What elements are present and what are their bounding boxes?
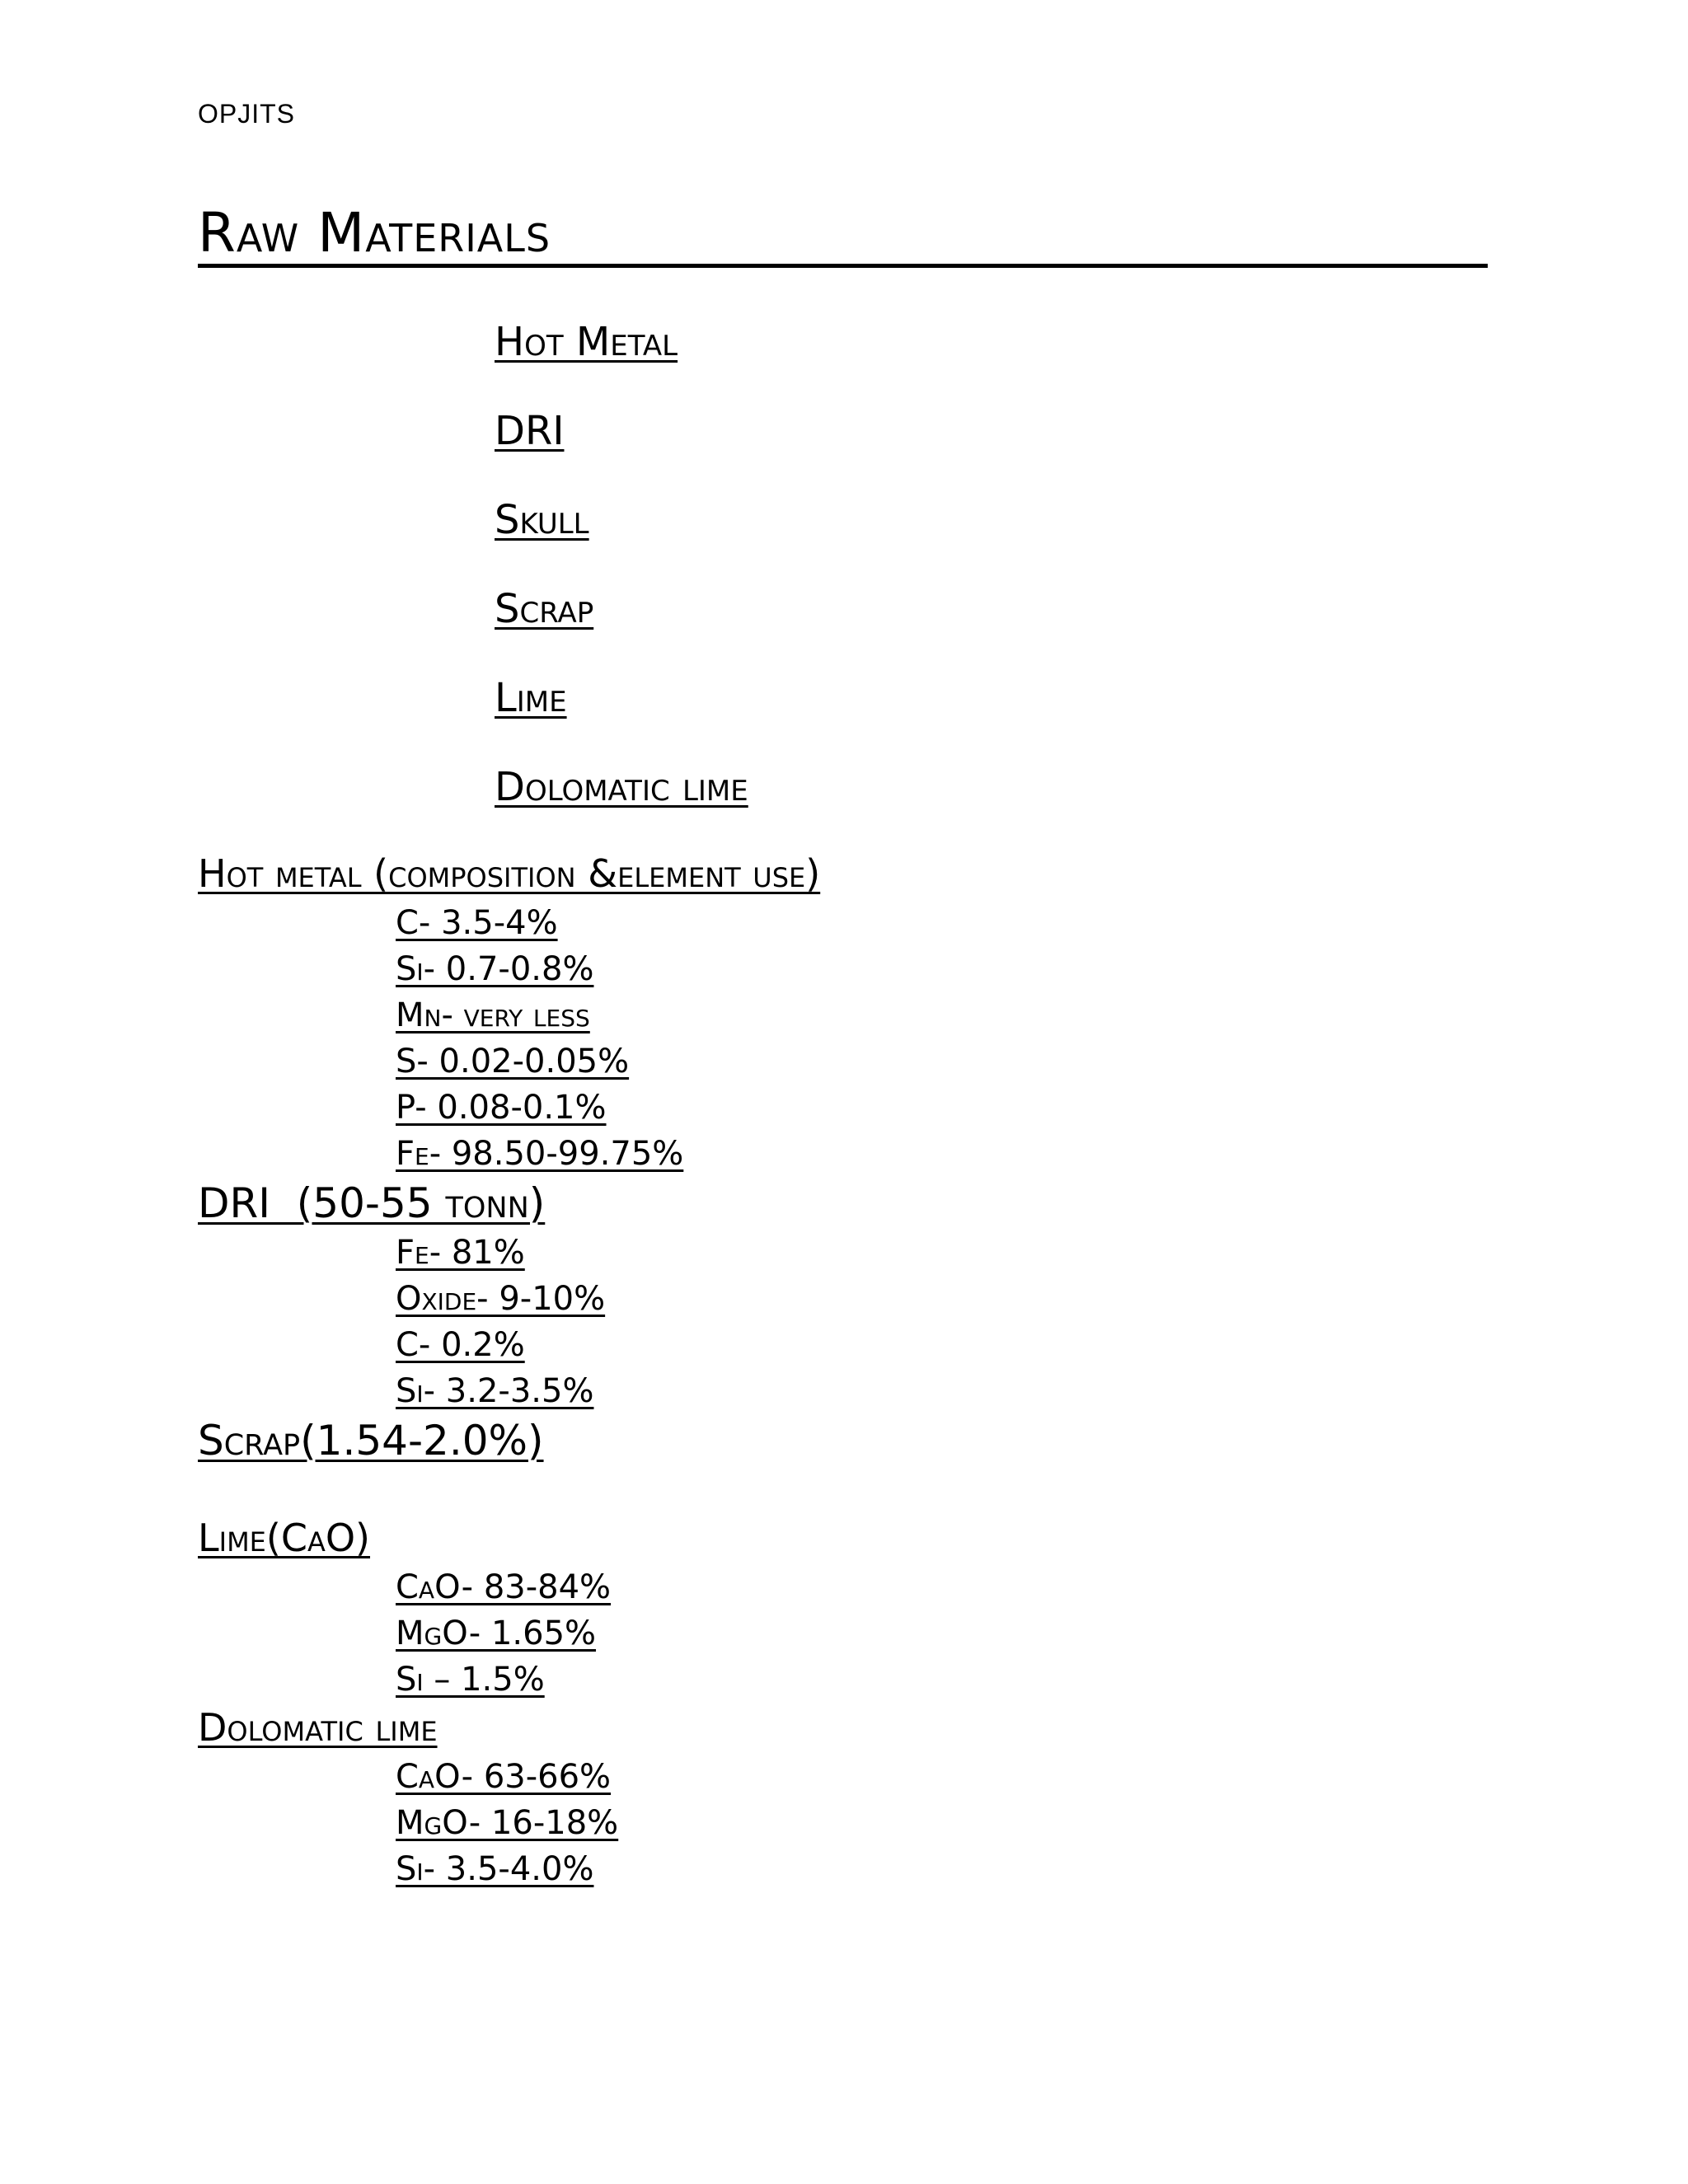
composition-text: Fe- 81% bbox=[396, 1234, 525, 1272]
composition-text: Si- 3.2-3.5% bbox=[396, 1372, 594, 1410]
topic-item bbox=[495, 673, 748, 762]
list-item bbox=[396, 1800, 618, 1846]
topic-item bbox=[495, 762, 748, 851]
list-item bbox=[396, 1131, 683, 1177]
list-item bbox=[396, 1610, 611, 1657]
list-item bbox=[396, 1846, 618, 1892]
list-item bbox=[396, 1754, 618, 1800]
topic-label: Scrap bbox=[495, 586, 594, 632]
topic-item bbox=[495, 317, 748, 406]
dolomatic-lime-heading bbox=[198, 1704, 438, 1750]
topic-list bbox=[495, 317, 748, 851]
composition-text: C- 3.5-4% bbox=[396, 904, 558, 942]
list-item bbox=[396, 992, 683, 1038]
list-item bbox=[396, 1085, 683, 1131]
dri-heading bbox=[198, 1180, 545, 1226]
hot-metal-list bbox=[396, 900, 683, 1177]
page-header: OPJITS bbox=[198, 99, 296, 129]
list-item bbox=[396, 1038, 683, 1085]
list-item bbox=[396, 1276, 605, 1322]
dri-heading-text: DRI (50-55 tonn) bbox=[198, 1179, 546, 1227]
hot-metal-heading-text: Hot metal (composition &element use) bbox=[198, 851, 821, 896]
topic-label: Hot Metal bbox=[495, 319, 678, 365]
composition-text: Oxide- 9-10% bbox=[396, 1280, 606, 1318]
dolomatic-lime-list bbox=[396, 1754, 618, 1892]
dri-list bbox=[396, 1230, 605, 1414]
composition-text: S- 0.02-0.05% bbox=[396, 1043, 630, 1080]
composition-text: P- 0.08-0.1% bbox=[396, 1089, 607, 1127]
composition-text: CaO- 83-84% bbox=[396, 1568, 612, 1606]
composition-text: Si – 1.5% bbox=[396, 1661, 545, 1699]
lime-list bbox=[396, 1564, 611, 1703]
list-item bbox=[396, 1657, 611, 1703]
lime-heading bbox=[198, 1515, 370, 1561]
topic-item bbox=[495, 406, 748, 495]
scrap-heading-text: Scrap(1.54-2.0%) bbox=[198, 1417, 544, 1465]
page-title: Raw Materials bbox=[198, 206, 1488, 268]
list-item bbox=[396, 946, 683, 992]
topic-label: DRI bbox=[495, 408, 565, 454]
topic-item bbox=[495, 495, 748, 584]
composition-text: Fe- 98.50-99.75% bbox=[396, 1135, 684, 1173]
topic-item bbox=[495, 584, 748, 673]
composition-text: Si- 0.7-0.8% bbox=[396, 950, 594, 988]
dolomatic-lime-heading-text: Dolomatic lime bbox=[198, 1705, 438, 1750]
composition-text: CaO- 63-66% bbox=[396, 1758, 612, 1796]
topic-label: Lime bbox=[495, 675, 567, 721]
composition-text: MgO- 16-18% bbox=[396, 1804, 619, 1842]
composition-text: Si- 3.5-4.0% bbox=[396, 1850, 594, 1888]
scrap-heading bbox=[198, 1418, 544, 1464]
list-item bbox=[396, 900, 683, 946]
hot-metal-heading bbox=[198, 851, 820, 897]
composition-text: MgO- 1.65% bbox=[396, 1615, 597, 1652]
composition-text: C- 0.2% bbox=[396, 1326, 525, 1364]
list-item bbox=[396, 1322, 605, 1368]
list-item bbox=[396, 1564, 611, 1610]
topic-label: Skull bbox=[495, 497, 589, 543]
composition-text: Mn- very less bbox=[396, 996, 590, 1034]
topic-label: Dolomatic lime bbox=[495, 764, 748, 810]
list-item bbox=[396, 1368, 605, 1414]
lime-heading-text: Lime(CaO) bbox=[198, 1516, 371, 1560]
list-item bbox=[396, 1230, 605, 1276]
